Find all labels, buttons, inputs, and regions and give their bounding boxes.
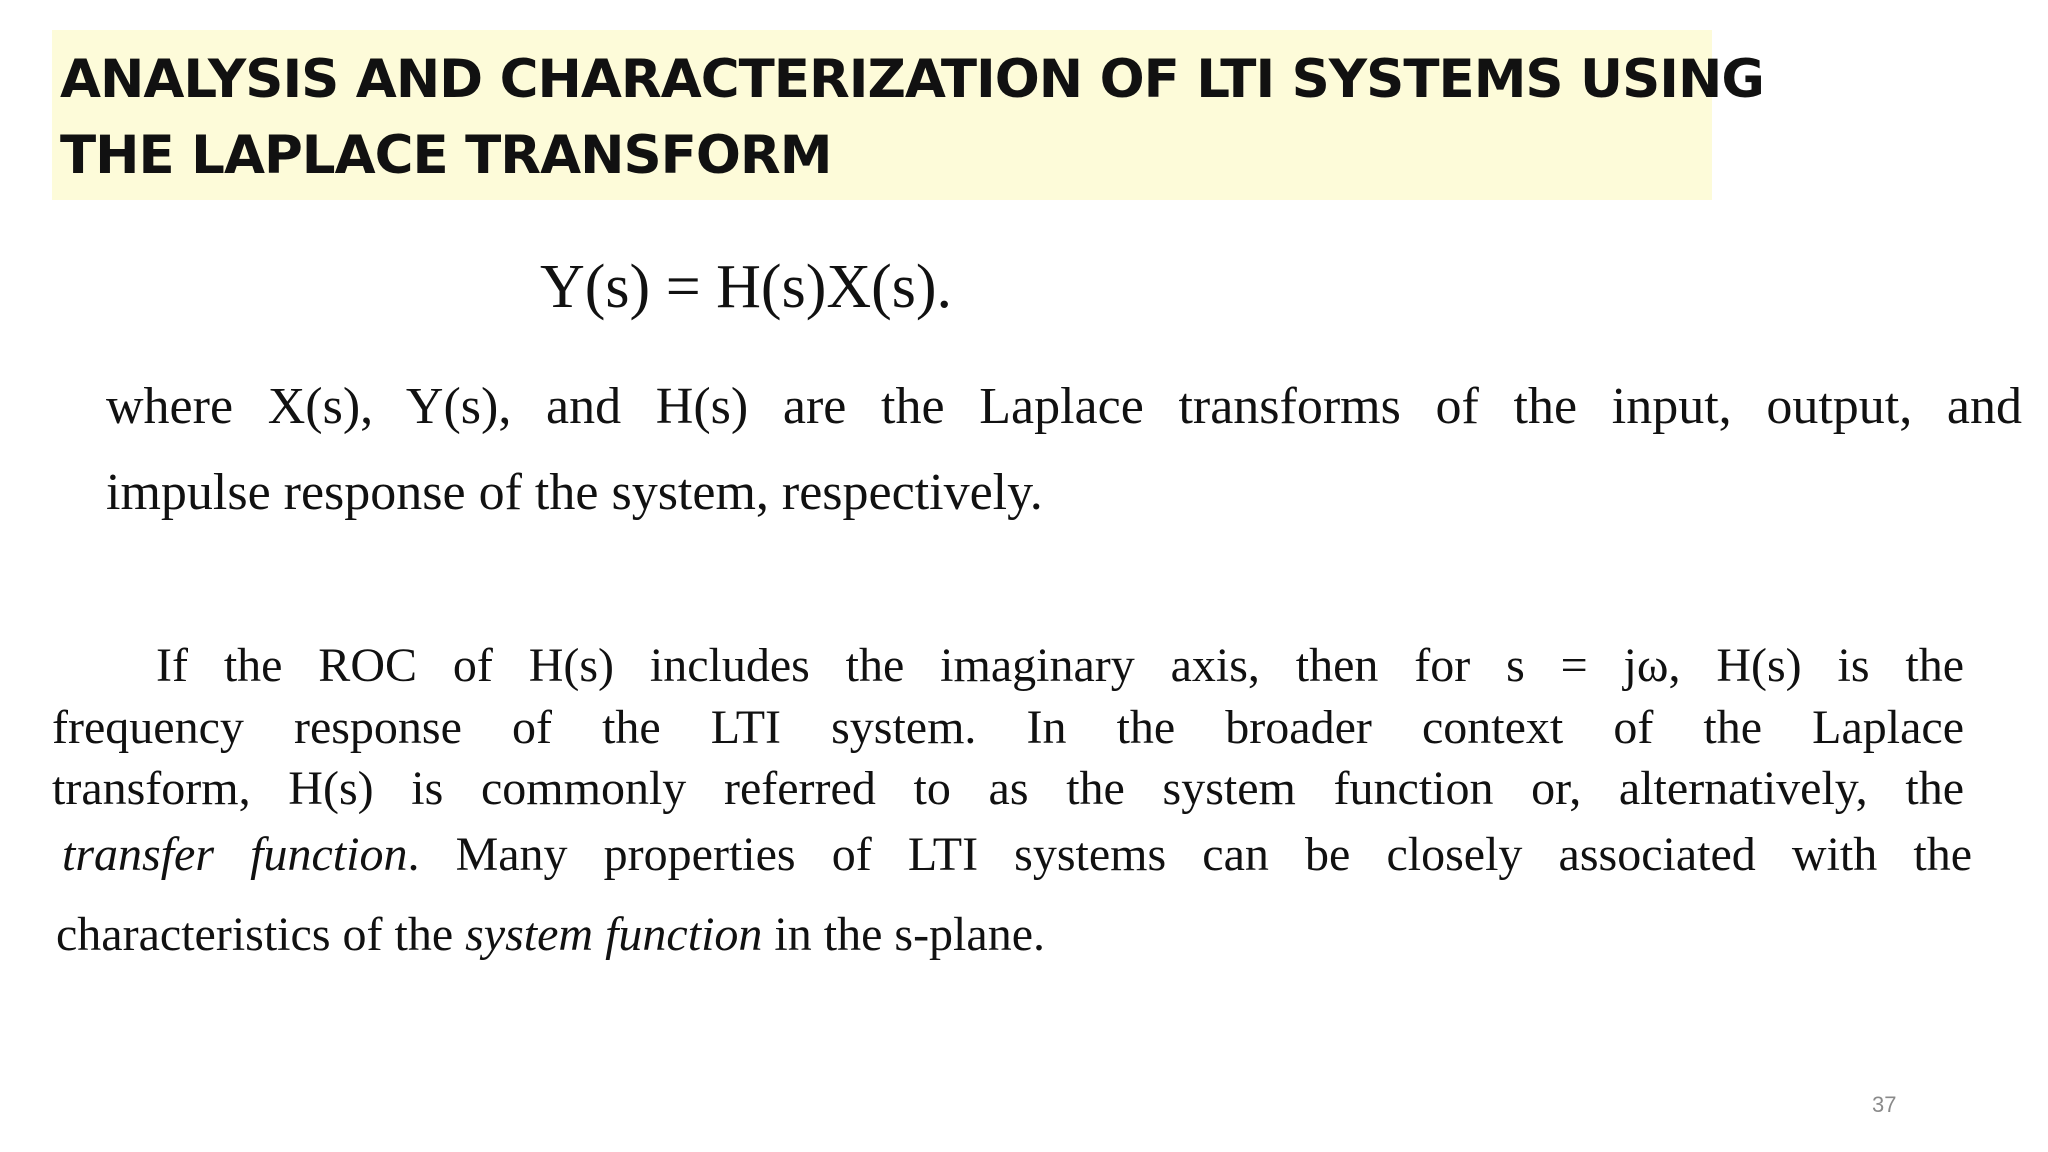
paragraph-definitions xyxy=(106,364,2026,536)
title-line-1: ANALYSIS AND CHARACTERIZATION OF LTI SYSTEMS USING xyxy=(60,49,1764,110)
paragraph2-line-5-post: in the s-plane. xyxy=(762,908,1045,961)
paragraph2-line-5 xyxy=(52,896,1972,974)
paragraph2-line-5-pre: characteristics of the xyxy=(56,908,466,961)
paragraph-transfer-function xyxy=(52,634,1972,974)
title-banner xyxy=(52,30,1764,200)
paragraph2-line-2: frequency response of the LTI system. In the broader context of the Laplace xyxy=(52,701,1964,754)
paragraph2-line-1: If the ROC of H(s) includes the imaginary axis, then for s = jω, H(s) is the xyxy=(156,639,1964,692)
equation-y-equals-hx: Y(s) = H(s)X(s). xyxy=(540,253,953,321)
title-line-2: THE LAPLACE TRANSFORM xyxy=(60,125,832,186)
paragraph2-line-3: transform, H(s) is commonly referred to as the system function or, alternatively, the xyxy=(52,762,1964,815)
paragraph2-line-4-rest: . Many properties of LTI systems can be closely associated with the xyxy=(407,828,1973,881)
page-number: 37 xyxy=(1872,1092,1897,1117)
paragraph1-line-1: where X(s), Y(s), and H(s) are the Laplace transforms of the input, output, and xyxy=(106,378,2022,435)
system-function-term: system function xyxy=(465,908,763,961)
paragraph1-line-2: impulse response of the system, respectively. xyxy=(106,464,1043,521)
transfer-function-term: transfer function xyxy=(62,828,408,881)
paragraph2-line-4 xyxy=(52,820,1972,890)
